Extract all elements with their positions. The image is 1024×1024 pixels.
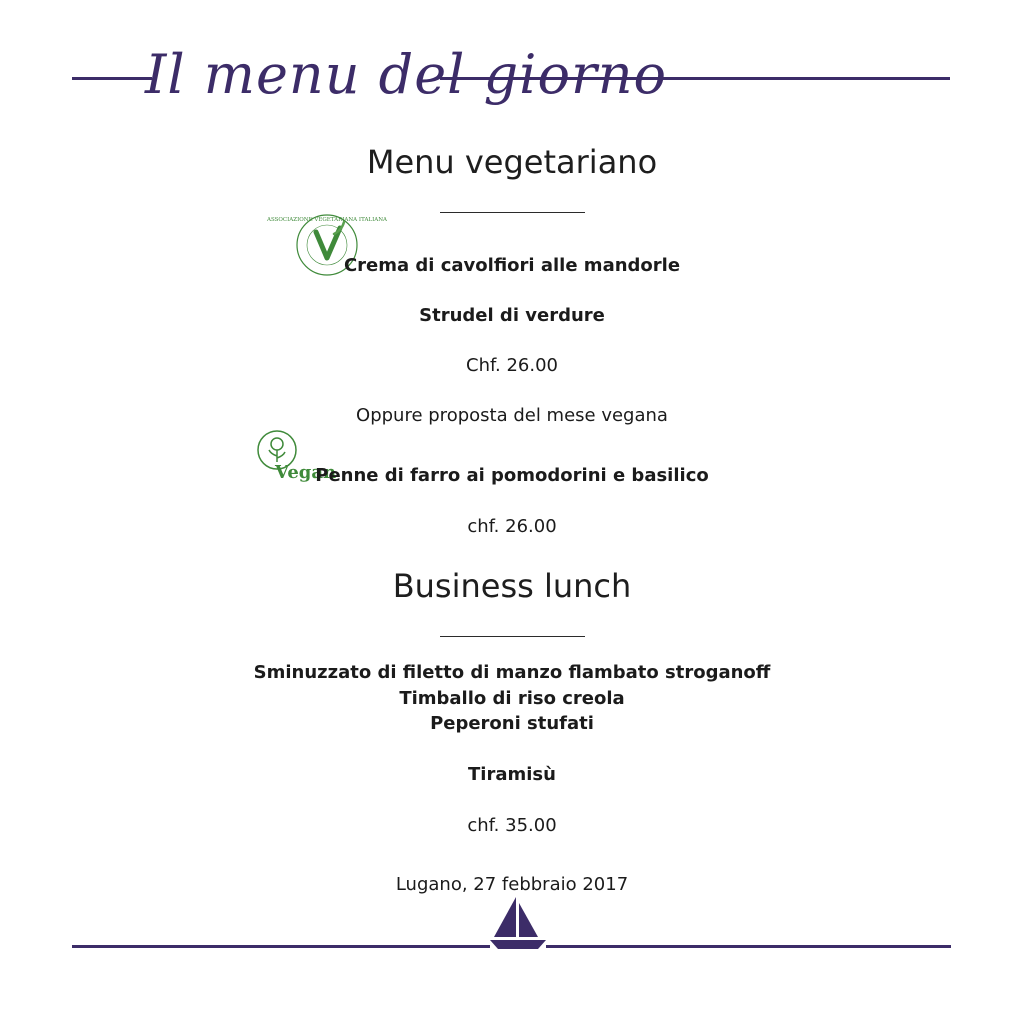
business-dish-2: Timballo di riso creola xyxy=(399,688,625,709)
business-dessert: Tiramisù xyxy=(468,764,556,785)
vegetarian-title: Menu vegetariano xyxy=(366,143,658,181)
header-rule-left xyxy=(72,77,152,80)
footer-date: Lugano, 27 febbraio 2017 xyxy=(395,874,629,895)
vegetarian-separator xyxy=(440,212,585,213)
vegetarian-dish-1: Crema di cavolfiori alle mandorle xyxy=(343,255,681,276)
sunflower-icon xyxy=(271,438,283,450)
logo-text: ASSOCIAZIONE VEGETARIANA ITALIANA xyxy=(267,217,387,223)
vegetarian-price: Chf. 26.00 xyxy=(466,355,558,376)
business-separator xyxy=(440,636,585,637)
vegetarian-dish-2: Strudel di verdure xyxy=(419,305,605,326)
footer-rule-left xyxy=(72,945,490,948)
footer-rule-right xyxy=(546,945,951,948)
sail-main xyxy=(494,897,516,937)
business-dish-3: Peperoni stufati xyxy=(430,713,594,734)
vegan-dish: Penne di farro ai pomodorini e basilico xyxy=(315,465,709,486)
business-title: Business lunch xyxy=(392,567,632,605)
sailboat-icon xyxy=(488,893,548,953)
sail-jib xyxy=(519,903,538,937)
vegan-intro: Oppure proposta del mese vegana xyxy=(356,405,668,426)
business-price: chf. 35.00 xyxy=(467,815,557,836)
vegan-price: chf. 26.00 xyxy=(467,516,557,537)
sunflower-stem-icon xyxy=(269,450,285,462)
boat-hull xyxy=(490,940,546,949)
script-title: Il menu del giorno xyxy=(145,43,668,106)
business-dish-1: Sminuzzato di filetto di manzo flambato stroganoff xyxy=(253,662,771,683)
vegan-logo-text: Vegan xyxy=(275,462,337,483)
